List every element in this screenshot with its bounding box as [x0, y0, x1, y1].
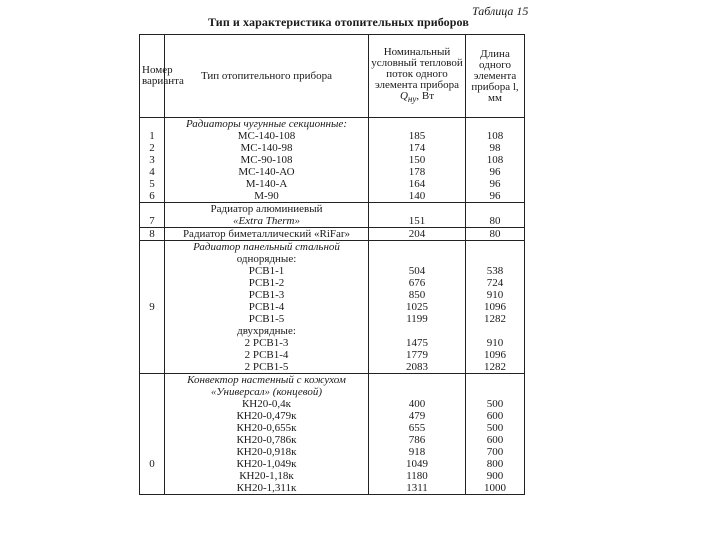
header-number: Номер варианта [140, 35, 165, 118]
row-number [140, 349, 165, 361]
table-caption: Таблица 15 [472, 4, 529, 18]
device-type: МС-140-АО [165, 166, 369, 178]
row-number [140, 118, 165, 131]
device-type: Радиатор алюминиевый [165, 203, 369, 216]
table-row [140, 118, 525, 131]
row-number: 3 [140, 154, 165, 166]
table-row [140, 289, 525, 301]
row-number [140, 289, 165, 301]
heat-flow-value: 1475 [369, 337, 466, 349]
table-row [140, 166, 525, 178]
row-number [140, 337, 165, 349]
heat-flow-value: 151 [369, 215, 466, 228]
element-length: 600 [466, 410, 525, 422]
element-length: 910 [466, 289, 525, 301]
element-length: 108 [466, 154, 525, 166]
heat-flow-value: 1779 [369, 349, 466, 361]
element-length [466, 203, 525, 216]
table-row [140, 277, 525, 289]
table-row [140, 241, 525, 254]
device-type: РСВ1-3 [165, 289, 369, 301]
element-length: 500 [466, 422, 525, 434]
heat-flow-value: 655 [369, 422, 466, 434]
table-row [140, 154, 525, 166]
element-length: 98 [466, 142, 525, 154]
row-number [140, 313, 165, 325]
heat-flow-value: 1025 [369, 301, 466, 313]
table-row [140, 215, 525, 228]
element-length [466, 325, 525, 337]
element-length: 500 [466, 398, 525, 410]
device-type: МС-90-108 [165, 154, 369, 166]
table-row [140, 337, 525, 349]
table-row [140, 422, 525, 434]
heat-flow-value: 174 [369, 142, 466, 154]
element-length: 700 [466, 446, 525, 458]
heat-flow-value [369, 118, 466, 131]
row-number: 9 [140, 301, 165, 313]
table-row [140, 349, 525, 361]
device-type: Конвектор настенный с кожухом [165, 374, 369, 387]
device-type: «Extra Therm» [165, 215, 369, 228]
element-length: 80 [466, 215, 525, 228]
device-type: Радиатор панельный стальной [165, 241, 369, 254]
table-row [140, 130, 525, 142]
element-length: 80 [466, 228, 525, 241]
device-type: 2 РСВ1-4 [165, 349, 369, 361]
device-type: КН20-0,786к [165, 434, 369, 446]
heat-flow-value: 185 [369, 130, 466, 142]
device-type: КН20-0,655к [165, 422, 369, 434]
table-title: Тип и характеристика отопительных приборов [208, 15, 469, 29]
device-type: Радиатор биметаллический «RiFar» [165, 228, 369, 241]
table-row [140, 265, 525, 277]
element-length: 1282 [466, 313, 525, 325]
row-number: 2 [140, 142, 165, 154]
heat-flow-value [369, 386, 466, 398]
row-number [140, 325, 165, 337]
table-row [140, 386, 525, 398]
heat-flow-value: 400 [369, 398, 466, 410]
row-number [140, 253, 165, 265]
device-type: 2 РСВ1-5 [165, 361, 369, 374]
element-length: 910 [466, 337, 525, 349]
row-number [140, 265, 165, 277]
heat-flow-value [369, 374, 466, 387]
table-row [140, 482, 525, 495]
row-number [140, 410, 165, 422]
element-length: 900 [466, 470, 525, 482]
element-length: 96 [466, 166, 525, 178]
device-type: РСВ1-5 [165, 313, 369, 325]
device-type: 2 РСВ1-3 [165, 337, 369, 349]
heat-flow-value: 1311 [369, 482, 466, 495]
element-length: 538 [466, 265, 525, 277]
table-row [140, 142, 525, 154]
row-number: 6 [140, 190, 165, 203]
device-type: КН20-0,4к [165, 398, 369, 410]
table-row [140, 470, 525, 482]
heat-flow-value: 786 [369, 434, 466, 446]
device-type: Радиаторы чугунные секционные: [165, 118, 369, 131]
table-row [140, 361, 525, 374]
device-type: КН20-1,18к [165, 470, 369, 482]
row-number [140, 277, 165, 289]
row-number [140, 203, 165, 216]
heat-flow-value: 164 [369, 178, 466, 190]
element-length [466, 386, 525, 398]
header-heat-flow-symbol: Q [399, 89, 408, 102]
heat-flow-value: 504 [369, 265, 466, 277]
row-number: 7 [140, 215, 165, 228]
element-length: 96 [466, 178, 525, 190]
heat-flow-value [369, 325, 466, 337]
table-row [140, 190, 525, 203]
heat-flow-value [369, 253, 466, 265]
header-row [140, 35, 525, 118]
heat-flow-value: 676 [369, 277, 466, 289]
device-type: КН20-0,918к [165, 446, 369, 458]
table-row [140, 301, 525, 313]
table-row [140, 398, 525, 410]
element-length: 1282 [466, 361, 525, 374]
element-length [466, 253, 525, 265]
table-row [140, 178, 525, 190]
heat-flow-value: 178 [369, 166, 466, 178]
table-row [140, 228, 525, 241]
heat-flow-value: 1199 [369, 313, 466, 325]
header-heat-flow-unit: , Вт [416, 89, 435, 102]
heat-flow-value: 150 [369, 154, 466, 166]
heat-flow-value: 850 [369, 289, 466, 301]
header-length: Длина одного элемента прибора l, мм [466, 35, 525, 118]
device-type: М-90 [165, 190, 369, 203]
device-type: КН20-0,479к [165, 410, 369, 422]
heat-flow-value: 479 [369, 410, 466, 422]
row-number [140, 482, 165, 495]
row-number [140, 386, 165, 398]
header-type: Тип отопительного прибора [165, 35, 369, 118]
device-type: РСВ1-4 [165, 301, 369, 313]
element-length: 1000 [466, 482, 525, 495]
device-type: КН20-1,311к [165, 482, 369, 495]
table-row [140, 313, 525, 325]
element-length [466, 241, 525, 254]
element-length: 800 [466, 458, 525, 470]
heat-flow-value: 1180 [369, 470, 466, 482]
device-type: «Универсал» (концевой) [165, 386, 369, 398]
element-length: 1096 [466, 301, 525, 313]
table-row [140, 325, 525, 337]
element-length: 600 [466, 434, 525, 446]
row-number [140, 361, 165, 374]
row-number: 5 [140, 178, 165, 190]
row-number [140, 446, 165, 458]
heat-flow-value [369, 203, 466, 216]
table-body [140, 118, 525, 495]
device-type: МС-140-98 [165, 142, 369, 154]
device-type: КН20-1,049к [165, 458, 369, 470]
heat-flow-value: 1049 [369, 458, 466, 470]
heat-flow-value: 2083 [369, 361, 466, 374]
element-length: 724 [466, 277, 525, 289]
heat-flow-value: 918 [369, 446, 466, 458]
row-number [140, 470, 165, 482]
table-row [140, 374, 525, 387]
table-row [140, 434, 525, 446]
device-type: двухрядные: [165, 325, 369, 337]
row-number [140, 422, 165, 434]
row-number: 1 [140, 130, 165, 142]
header-heat-flow-text: Номинальный условный тепловой поток одного элемента прибора [371, 45, 463, 91]
table-row [140, 410, 525, 422]
element-length: 108 [466, 130, 525, 142]
header-heat-flow [369, 35, 466, 118]
row-number: 8 [140, 228, 165, 241]
element-length [466, 118, 525, 131]
table-row [140, 458, 525, 470]
element-length: 96 [466, 190, 525, 203]
table-row [140, 446, 525, 458]
device-type: РСВ1-2 [165, 277, 369, 289]
device-type: М-140-А [165, 178, 369, 190]
row-number: 0 [140, 458, 165, 470]
heat-flow-value: 204 [369, 228, 466, 241]
device-type: РСВ1-1 [165, 265, 369, 277]
row-number [140, 374, 165, 387]
heat-flow-value [369, 241, 466, 254]
table-row [140, 253, 525, 265]
heating-devices-table [139, 34, 525, 495]
element-length [466, 374, 525, 387]
element-length: 1096 [466, 349, 525, 361]
header-heat-flow-subscript: ну [407, 94, 417, 105]
device-type: МС-140-108 [165, 130, 369, 142]
device-type: однорядные: [165, 253, 369, 265]
row-number: 4 [140, 166, 165, 178]
table-row [140, 203, 525, 216]
heat-flow-value: 140 [369, 190, 466, 203]
row-number [140, 241, 165, 254]
row-number [140, 434, 165, 446]
row-number [140, 398, 165, 410]
